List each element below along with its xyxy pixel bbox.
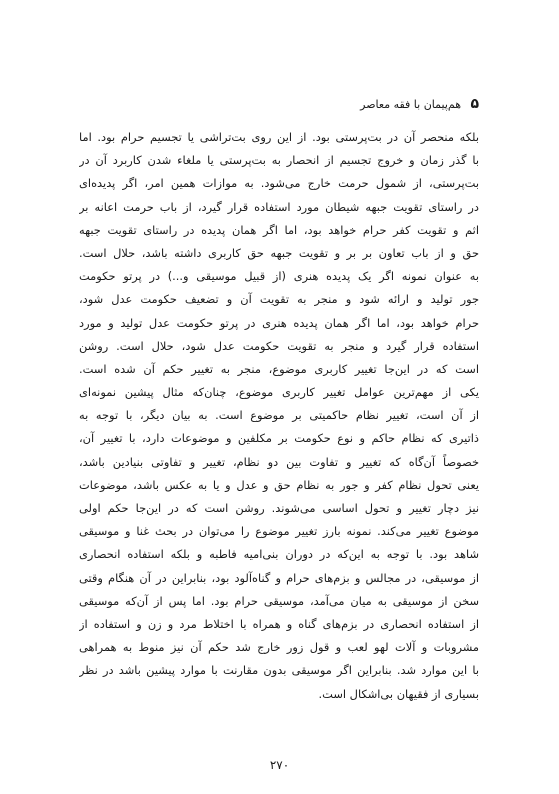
text-line: از استفاده انحصاری در بزم‌های گناه و همراه با اختلاط مرد و زن و استفاده از [79,616,479,631]
text-line: از آن است، تغییر نظام حاکمیتی بر موضوع است. به بیان دیگر، با توجه به [79,408,479,423]
text-line: مشروبات و آلات لهو لعب و قول زور خارج شد حکم آن نیز منوط به همراهی [79,640,479,655]
page-number: ۲۷۰ [269,758,290,772]
running-header [79,96,479,116]
body-text [79,126,479,706]
text-line: حرام خواهد بود، اما اگر همان پدیده هنری در پرتو حکومت عدل تولید و مورد [79,315,479,330]
text-line: بلکه منحصر آن در بت‌پرستی بود. از این روی بت‌تراشی یا تجسیم حرام بود. اما [79,130,479,144]
text-line: با گذر زمان و خروج تجسیم از انحصار به بت‌پرستی یا ملغاء شدن کاربرد آن در [79,153,479,168]
text-line: یعنی تحول نظام کفر و جور به نظام حق و عدل و یا به عکس باشد، موضوعات [79,477,479,492]
text-line: از موسیقی، در مجالس و بزم‌های حرام و گناه‌آلود بود، بنابراین در آن هنگام وقتی [79,570,479,585]
text-line: استفاده قرار گیرد و منجر به تقویت حکومت عدل شود، حلال است. روشن [79,338,479,353]
text-line: اثم و تقویت کفر حرام خواهد بود، اما اگر همان پدیده در راستای تقویت جبهه [79,222,479,237]
text-line: جور تولید و ارائه شود و منجر به تقویت آن و تضعیف حکومت عدل شود، [79,292,479,307]
text-line: با این موارد شد. بنابراین اگر موسیقی بدون مقارنت با موارد پیشین باشد در نظر [79,663,479,678]
text-line: ذاتیری که نظام حاکم و نوع حکومت بر مکلفین و موضوعات دارد، با تغییر آن، [79,431,479,446]
text-line: بت‌پرستی، از شمول حرمت خارج می‌شود. به موازات همین امر، اگر پدیده‌ای [79,176,479,191]
text-line: بسیاری از فقیهان بی‌اشکال است. [318,686,479,701]
text-line: سخن از موسیقی به میان می‌آمد، موسیقی حرام بود. اما پس از آن‌که موسیقی [79,593,479,608]
text-line: شاهد بود. با توجه به این‌که در دوران بنی‌امیه فاطبه و بلکه استفاده انحصاری [79,547,479,562]
header-title: هم‌پیمان با فقه معاصر [360,98,461,111]
text-line: موضوع تغییر می‌کند. نمونه بارز تغییر موضوع را می‌توان در بحث غنا و موسیقی [79,524,479,539]
text-line: است که در این‌جا تغییر کاربری موضوع، منجر به تغییر حکم آن شده است. [79,361,479,376]
text-line: به عنوان نمونه اگر یک پدیده هنری (از قبیل موسیقی و...) در پرتو حکومت [79,269,479,284]
text-line: حق و از باب تعاون بر بر و تقویت جبهه حق کاربری داشته باشد، حلال است. [79,245,479,260]
text-line: یکی از مهم‌ترین عوامل تغییر کاربری موضوع، چنان‌که مثال پیشین نمونه‌ای [79,385,479,400]
text-line: نیز دچار تغییر و تحول اساسی می‌شوند. روشن است که در این‌جا حکم اولی [79,501,479,515]
chapter-number: ۵ [470,96,479,112]
text-line: در راستای تقویت جبهه شیطان مورد استفاده قرار گیرد، از باب حرمت اعانه بر [79,199,479,214]
text-line: خصوصاً آن‌گاه که تغییر و تفاوت بین دو نظام، تغییر و تفاوتی بنیادین باشد، [79,454,479,469]
